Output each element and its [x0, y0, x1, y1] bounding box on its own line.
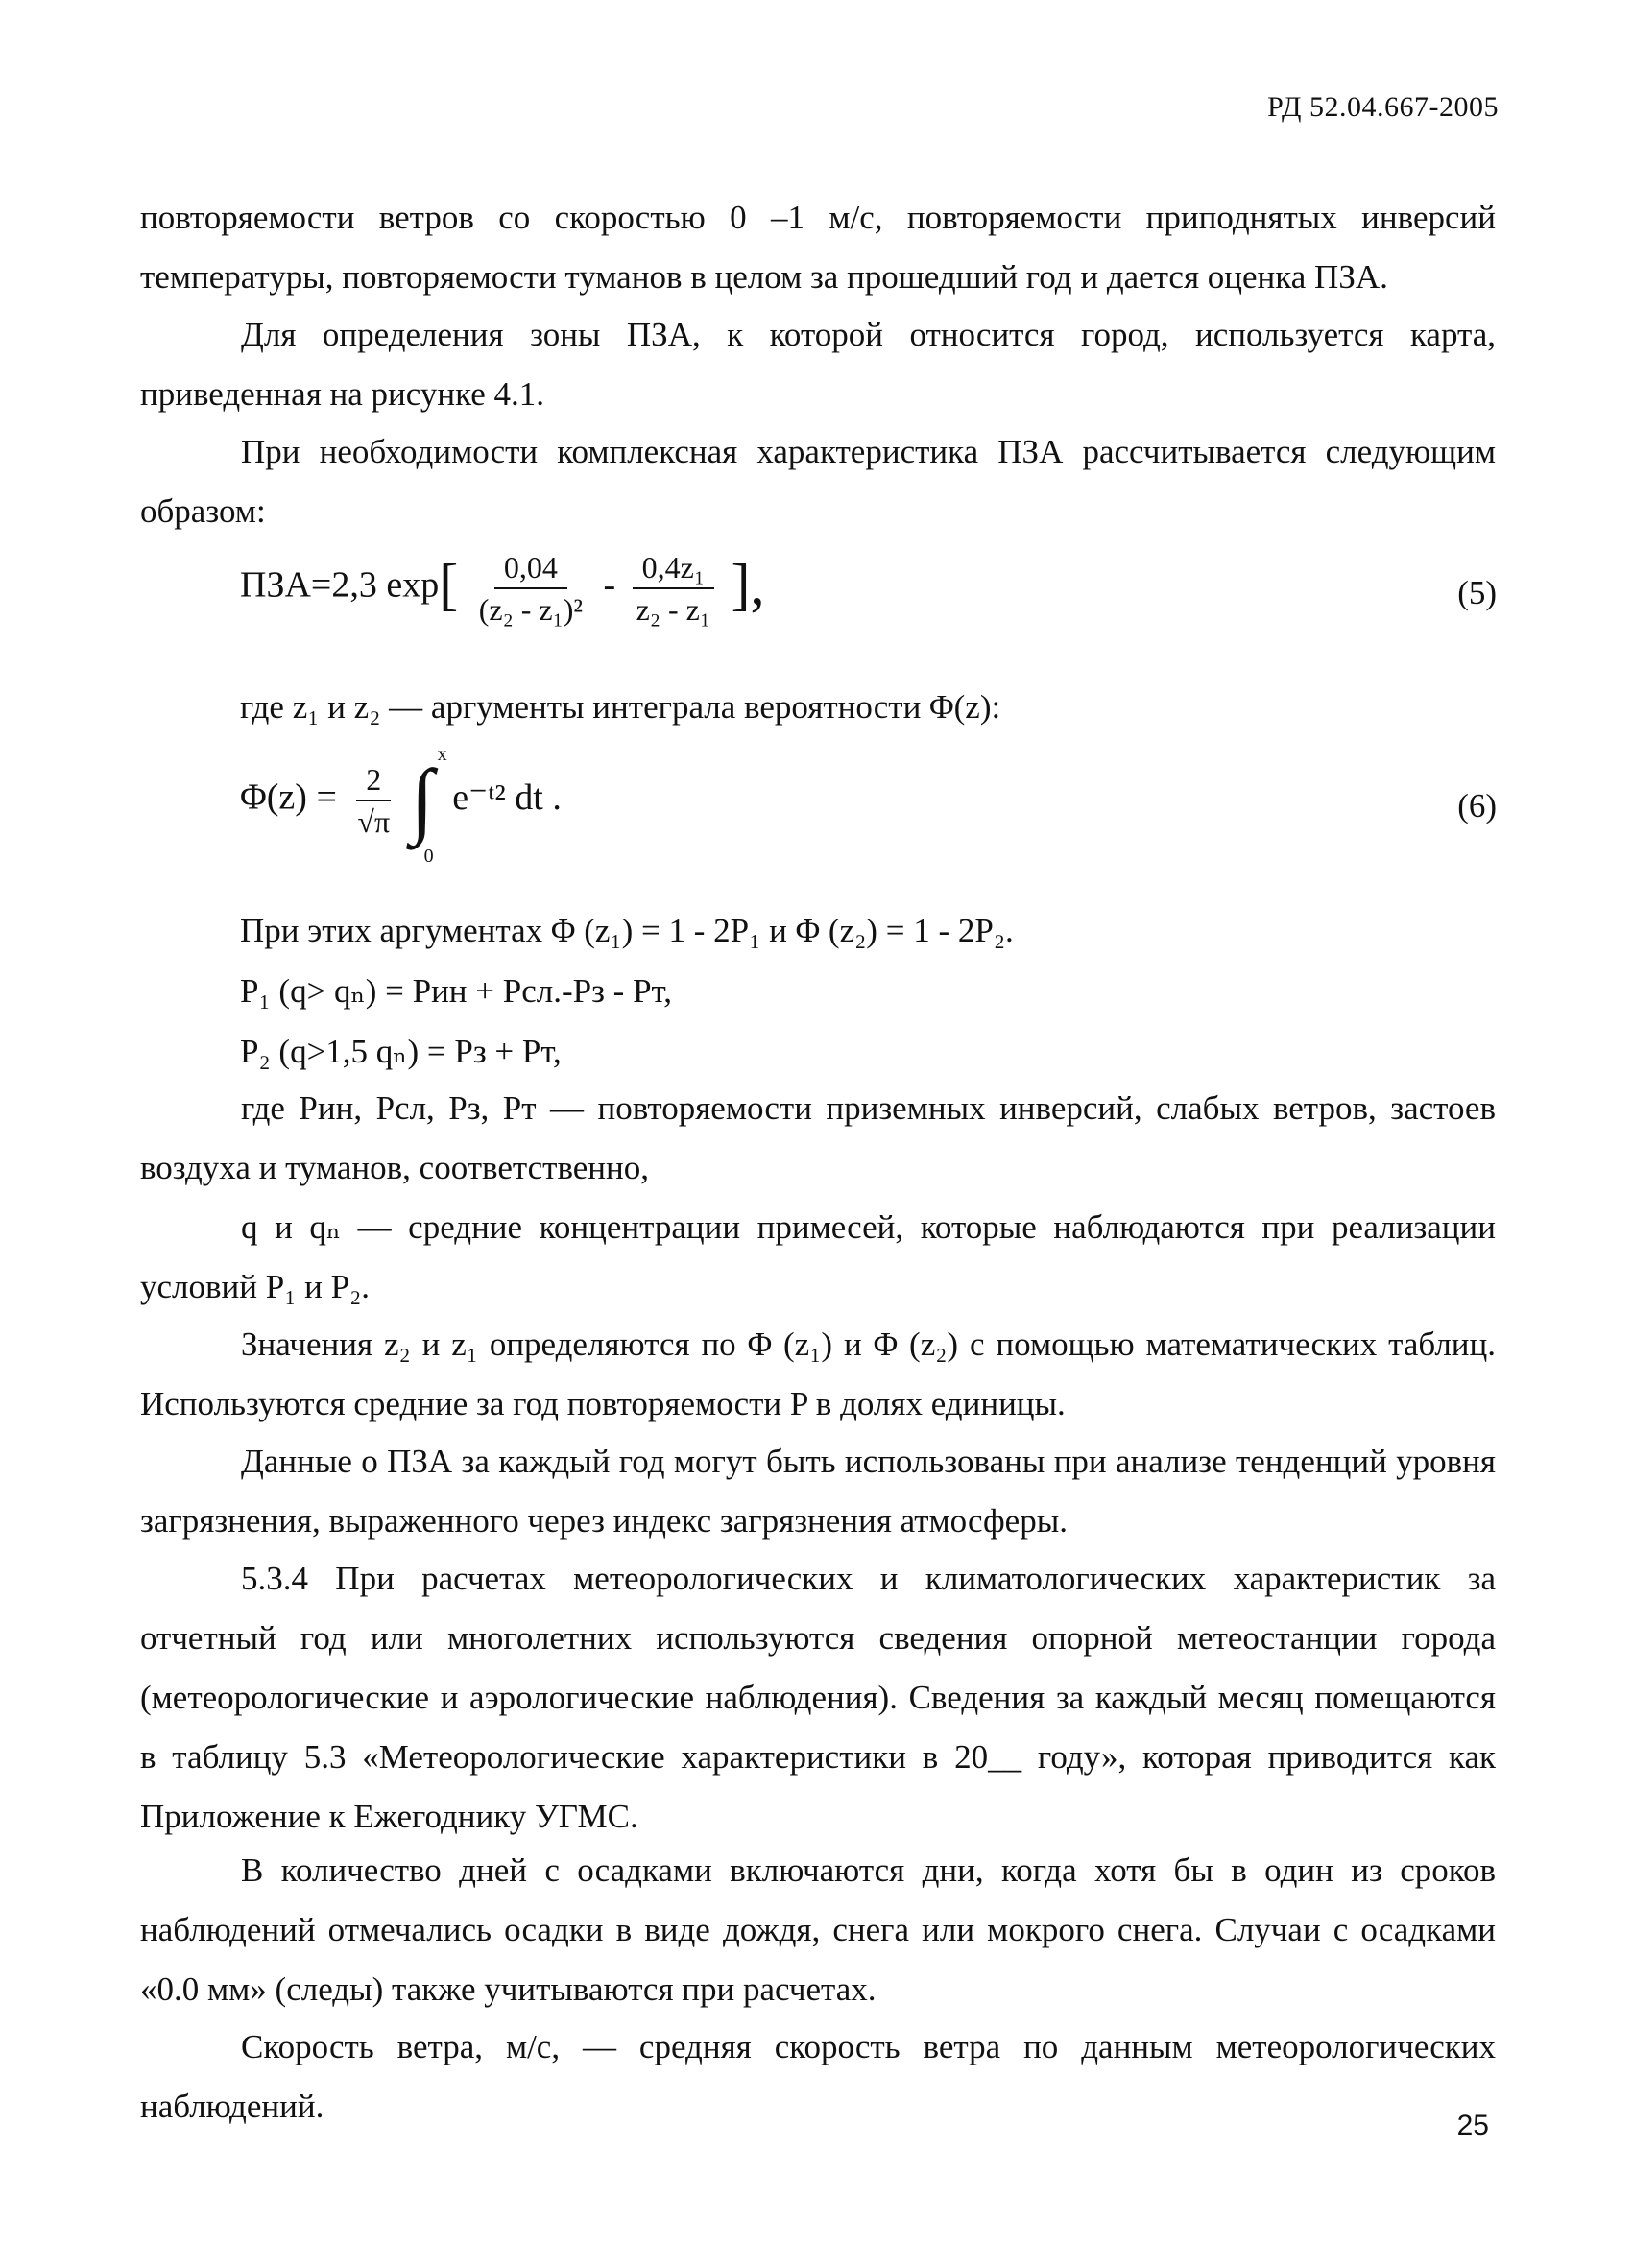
- document-code: РД 52.04.667-2005: [1267, 91, 1499, 123]
- denominator: √π: [357, 804, 391, 839]
- text-line: P₂ (q>1,5 qₙ) = Pз + Pт,: [240, 1033, 562, 1070]
- text-line: При этих аргументах Φ (z₁) = 1 - 2P₁ и Φ (z₂) = 1 - 2P₂.: [240, 912, 1014, 949]
- paragraph: В количество дней с осадками включаются дни, когда хотя бы в один из сроков наблюдений отмечались осадки в виде дождя, снега или мокрого снега. Случаи с осадками «0.0 мм» (следы) также учитываются при расчетах.: [140, 1851, 1496, 2008]
- denominator: z₂ - z₁: [636, 592, 711, 627]
- upper-limit: x: [437, 744, 447, 765]
- fraction: [631, 547, 716, 630]
- page-number: 25: [1456, 2110, 1489, 2141]
- fraction: [351, 759, 396, 842]
- numerator: 0,4z₁: [633, 547, 714, 589]
- formula-6: [240, 744, 562, 867]
- paragraph: Скорость ветра, м/с, — средняя скорость ветра по данным метеорологических наблюдений.: [140, 2028, 1496, 2125]
- formula-lhs: ПЗА=2,3 exp: [240, 564, 440, 606]
- formula-lhs: Φ(z) =: [240, 776, 337, 818]
- fraction: [473, 547, 588, 630]
- bracket-open: [: [439, 552, 459, 616]
- formula-5: [240, 547, 765, 630]
- paragraph: Для определения зоны ПЗА, к которой относится город, используется карта, приведенная на рисунке 4.1.: [140, 316, 1496, 413]
- equation-number: (5): [1457, 574, 1497, 611]
- lower-limit: 0: [423, 846, 434, 867]
- paragraph: 5.3.4 При расчетах метеорологических и климатологических характеристик за отчетный год или многолетних используются сведения опорной метеостанции города (метеорологические и аэрологические наблюдения). Сведения за каждый месяц помещаются в таблицу 5.3 «Метеорологические характеристики в 20__ году», которая приводится как Приложение к Ежегоднику УГМС.: [140, 1560, 1496, 1835]
- integral-sign: ∫ x 0: [410, 744, 447, 867]
- integrand: e⁻ᵗ² dt .: [452, 776, 562, 818]
- paragraph: Данные о ПЗА за каждый год могут быть использованы при анализе тенденций уровня загрязнения, выраженного через индекс загрязнения атмосферы.: [140, 1443, 1496, 1540]
- bracket-close: ],: [731, 552, 765, 616]
- denominator: (z₂ - z₁)²: [478, 592, 583, 627]
- numerator: 0,04: [494, 547, 567, 589]
- paragraph: q и qₙ — средние концентрации примесей, которые наблюдаются при реализации условий P₁ и P₂.: [140, 1208, 1496, 1305]
- numerator: 2: [356, 759, 391, 801]
- paragraph: Значения z₂ и z₁ определяются по Φ (z₁) и Φ (z₂) с помощью математических таблиц. Используются средние за год повторяемости P в долях единицы.: [140, 1325, 1496, 1422]
- paragraph: повторяемости ветров со скоростью 0 –1 м/с, повторяемости приподнятых инверсий температуры, повторяемости туманов в целом за прошедший год и дается оценка ПЗА.: [140, 199, 1496, 296]
- paragraph: где Pин, Pсл, Pз, Pт — повторяемости приземных инверсий, слабых ветров, застоев воздуха и туманов, соответственно,: [140, 1089, 1496, 1186]
- paragraph: При необходимости комплексная характеристика ПЗА рассчитывается следующим образом:: [140, 433, 1496, 530]
- equation-number: (6): [1457, 787, 1497, 824]
- text-line: P₁ (q> qₙ) = Pин + Pсл.-Pз - Pт,: [240, 972, 672, 1010]
- minus-sign: -: [603, 564, 616, 606]
- where-z-line: где z₁ и z₂ — аргументы интеграла вероятности Φ(z):: [240, 688, 1001, 726]
